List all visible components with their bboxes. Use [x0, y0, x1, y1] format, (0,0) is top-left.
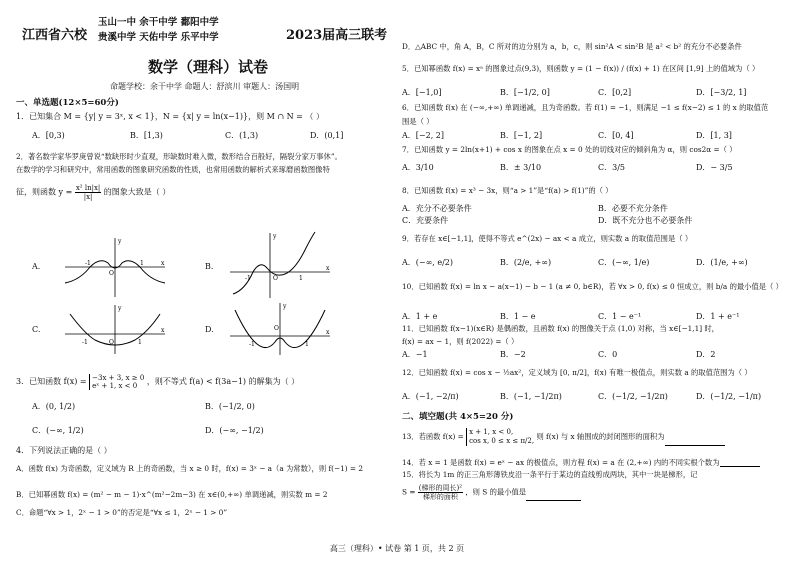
q12-option-b: B．(−1, −1/2π) — [500, 392, 562, 401]
q4-option-b: B．已知幂函数 f(x) = (m² − m − 1)·x^(m²−2m−3) 在 x∈(0,+∞) 单调递减，则实数 m = 2 — [16, 490, 328, 499]
q8-option-a: A．充分不必要条件 — [402, 204, 472, 213]
q3-case-2: eˣ + 1, x < 0 — [92, 382, 138, 390]
q5-stem: 5．已知幂函数 f(x) = xᵃ 的图象过点(9,3)，则函数 y = (1 − f(x)) / (f(x) + 1) 在区间 [1,9] 上的值域为（ ） — [402, 64, 760, 73]
subject-title: 数学（理科）试卷 — [148, 58, 269, 76]
graph-a-y-label: y — [118, 238, 122, 245]
section-2-title: 二、填空题(共 4×5=20 分) — [402, 412, 514, 422]
q7-option-d: D．− 3/5 — [696, 163, 733, 172]
q2-label-b: B. — [205, 262, 214, 271]
q3-stem — [16, 374, 299, 390]
q15-answer-blank[interactable] — [526, 492, 581, 501]
q12-option-d: D．(−1/2, −1/π) — [696, 392, 762, 401]
q3-option-a: A．(0, 1/2) — [32, 402, 76, 411]
q2-line-1: 2．著名数学家华罗庚曾说“数缺形时少直观，形缺数时难入微，数形结合百般好，隔裂分家万事休”。 — [16, 152, 342, 161]
graph-b-one: 1 — [299, 275, 303, 282]
q2-frac-numerator: x² ln|x| — [75, 184, 101, 192]
q8-option-d: D．既不充分也不必要条件 — [598, 216, 693, 225]
q2-formula-fraction — [75, 184, 101, 201]
graph-d-y-label: y — [283, 303, 287, 310]
q8-option-b: B．必要不充分条件 — [598, 204, 668, 213]
q2-line-3 — [16, 184, 170, 201]
q3-stem-suffix: ，则不等式 f(a) < f(3a−1) 的解集为（ ） — [146, 377, 300, 386]
staff-line: 命题学校：余干中学 命题人：舒滨川 审题人：汤国明 — [110, 82, 300, 91]
q2-label-d: D. — [205, 325, 214, 334]
q2-graph-a — [60, 235, 170, 300]
q1-stem: 1．已知集合 M = {y| y = 3ˣ, x < 1}，N = {x| y = ln(x−1)}，则 M ∩ N = （ ） — [16, 112, 324, 121]
q3-piecewise — [89, 374, 144, 390]
q1-option-b: B．[1,3) — [130, 131, 163, 140]
q9-option-a: A．(−∞, e/2) — [402, 258, 453, 267]
graph-b-neg1: -1 — [245, 275, 251, 282]
q12-option-a: A．(−1, −2/π) — [402, 392, 459, 401]
q2-line-3-prefix: 征，则函数 y = — [16, 187, 73, 197]
page-footer: 高三（理科）• 试卷 第 1 页，共 2 页 — [329, 544, 465, 553]
q7-option-c: C．3/5 — [598, 163, 625, 172]
graph-a-origin: O — [109, 270, 114, 277]
q7-option-b: B．± 3/10 — [500, 163, 542, 172]
q15-s-label: S = — [402, 487, 416, 497]
graph-c-origin: O — [109, 339, 114, 346]
q15-numerator: (梯形的周长)² — [418, 484, 463, 492]
q10-option-a: A．1 + e — [402, 312, 438, 321]
q2-graph-d — [225, 300, 335, 357]
q9-option-c: C．(−∞, 1/e) — [598, 258, 650, 267]
q6-option-c: C．[0, 4] — [598, 131, 634, 140]
q5-option-d: D．[−3/2, 1] — [696, 88, 747, 97]
province-label: 江西省六校 — [22, 28, 88, 43]
q6-option-a: A．[−2, 2] — [402, 131, 444, 140]
graph-b-x-label: x — [326, 265, 330, 272]
q13-stem-suffix: 则 f(x) 与 x 轴围成的封闭图形的面积为 — [536, 432, 665, 441]
q15-denominator: 梯形的面积 — [422, 493, 458, 501]
exam-title: 2023届高三联考 — [286, 28, 388, 43]
graph-c-one: 1 — [138, 339, 142, 346]
q2-label-c: C. — [32, 325, 41, 334]
q9-option-b: B．(2/e, +∞) — [500, 258, 552, 267]
q4-stem: 4．下列说法正确的是（ ） — [16, 446, 112, 455]
q2-graph-b — [225, 230, 335, 300]
q12-stem: 12．已知函数 f(x) = cos x − ½ax²，定义域为 [0, π/2]，f(x) 有唯一极值点，则实数 a 的取值范围为（ ） — [402, 368, 752, 377]
q13-case-2: cos x, 0 ≤ x ≤ π/2, — [469, 437, 535, 445]
q15-fraction — [418, 484, 463, 501]
q11-option-d: D．2 — [696, 350, 716, 359]
q14-answer-blank[interactable] — [720, 458, 760, 467]
q7-option-a: A．3/10 — [402, 163, 434, 172]
q13-answer-blank[interactable] — [665, 437, 725, 446]
q6-line-2: 围是（ ） — [402, 117, 434, 126]
graph-d-origin: O — [274, 325, 279, 332]
q2-frac-denominator: |x| — [83, 193, 93, 201]
q12-option-c: C．(−1/2, −1/2π) — [598, 392, 668, 401]
graph-b-y-label: y — [273, 233, 277, 240]
q11-line-1: 11．已知函数 f(x−1)(x∈R) 是偶函数，且函数 f(x) 的图像关于点 (1,0) 对称，当 x∈[−1,1] 时， — [402, 324, 719, 333]
graph-b-curve — [233, 232, 315, 294]
q3-option-c: C．(−∞, 1/2) — [32, 426, 84, 435]
q8-stem: 8．已知函数 f(x) = x³ − 3x，则“a > 1”是“f(a) > f(1)”的（ ） — [402, 186, 613, 195]
graph-d-x-label: x — [326, 329, 330, 336]
q5-option-c: C．[0,2] — [598, 88, 632, 97]
q1-option-a: A．[0,3) — [32, 131, 65, 140]
q15-line-2 — [402, 484, 581, 501]
q6-option-d: D．[1, 3] — [696, 131, 732, 140]
graph-a-neg1: -1 — [85, 260, 91, 267]
q11-line-2: f(x) = ax − 1，则 f(2022) =（ ） — [402, 337, 519, 346]
q4-option-d: D．△ABC 中，角 A，B，C 所对的边分别为 a，b，c，则 sin²A < sin²B 是 a² < b² 的充分不必要条件 — [402, 42, 742, 51]
q2-graph-c — [60, 302, 170, 357]
q9-stem: 9．若存在 x∈[−1,1]，使得不等式 e^(2x) − ax < a 成立，则实数 a 的取值范围是（ ） — [402, 234, 693, 243]
q15-line-1: 15．将长为 1m 的正三角形薄铁皮沿一条平行于某边的直线剪成两块，其中一块是梯形，记 — [402, 470, 698, 479]
q6-line-1: 6．已知函数 f(x) 在 (−∞,+∞) 单调递减，且为奇函数。若 f(1) = −1，则满足 −1 ≤ f(x−2) ≤ 1 的 x 的取值范 — [402, 103, 769, 112]
right-column — [402, 0, 790, 545]
q2-line-2: 在数学的学习和研究中，常用函数的图象研究函数的性质，也常用函数的解析式来琢磨函数图像特 — [16, 165, 330, 174]
q10-stem: 10．已知函数 f(x) = ln x − a(x−1) − b − 1 (a ≠ 0, b∈R)，若 ∀x > 0, f(x) ≤ 0 恒成立，则 b/a 的最小值是（ ） — [402, 282, 783, 291]
q9-option-d: D．(1/e, +∞) — [696, 258, 748, 267]
section-1-title: 一、单选题(12×5=60分) — [16, 98, 119, 108]
q2-line-3-suffix: 的图象大致是（ ） — [103, 187, 171, 197]
q4-option-c: C．命题“∀x > 1，2ˣ − 1 > 0”的否定是“∀x ≤ 1，2ˣ − 1 > 0” — [16, 508, 228, 517]
graph-b-origin: O — [273, 275, 278, 282]
q3-stem-prefix: 3．已知函数 f(x) = — [16, 377, 87, 386]
q3-option-d: D．(−∞, −1/2) — [205, 426, 264, 435]
q1-option-c: C．(1,3) — [225, 131, 259, 140]
graph-c-x-label: x — [161, 327, 165, 334]
q11-option-c: C．0 — [598, 350, 618, 359]
school-row-1: 玉山一中 余干中学 鄱阳中学 — [98, 17, 219, 28]
q13-piecewise — [466, 428, 534, 446]
graph-c-neg1: -1 — [82, 339, 88, 346]
q13-stem — [402, 428, 725, 446]
q10-option-d: D．1 + e⁻¹ — [696, 312, 740, 321]
q4-option-a: A．函数 f(x) 为奇函数，定义域为 R 上的奇函数，当 x ≥ 0 时，f(x) = 3ˣ − a（a 为常数），则 f(−1) = 2 — [16, 464, 363, 473]
q13-case-1: x + 1, x < 0, — [469, 428, 514, 436]
q10-option-c: C．1 − e⁻¹ — [598, 312, 642, 321]
q3-option-b: B．(−1/2, 0) — [205, 402, 255, 411]
q5-option-a: A．[−1,0] — [402, 88, 442, 97]
q2-label-a: A. — [32, 262, 41, 271]
q13-stem-prefix: 13．若函数 f(x) = — [402, 432, 464, 441]
graph-d-one: 1 — [305, 341, 309, 348]
graph-c-y-label: y — [118, 305, 122, 312]
q5-option-b: B．[−1/2, 0] — [500, 88, 550, 97]
left-column — [10, 0, 395, 545]
q11-option-b: B．−2 — [500, 350, 526, 359]
graph-a-x-label: x — [161, 260, 165, 267]
q6-option-b: B．[−1, 2] — [500, 131, 543, 140]
q8-option-c: C．充要条件 — [402, 216, 449, 225]
q15-line-2-suffix: ，则 S 的最小值是 — [465, 487, 527, 497]
q7-stem: 7．已知函数 y = 2ln(x+1) + cos x 的图象在点 x = 0 处的切线对应的倾斜角为 α，则 cos2α =（ ） — [402, 145, 737, 154]
q3-case-1: −3x + 3, x ≥ 0 — [92, 374, 145, 382]
q14-stem — [402, 458, 760, 467]
q14-stem-text: 14．若 x = 1 是函数 f(x) = eˣ − ax 的极值点，则方程 f(x) = a 在 (2,+∞) 内的不同实根个数为 — [402, 458, 720, 467]
graph-d-neg1: -1 — [249, 341, 255, 348]
graph-a-one: 1 — [140, 260, 144, 267]
school-row-2: 贵溪中学 天佑中学 乐平中学 — [98, 32, 219, 43]
q11-option-a: A．−1 — [402, 350, 428, 359]
q1-option-d: D．(0,1] — [310, 131, 344, 140]
q10-option-b: B．1 − e — [500, 312, 536, 321]
